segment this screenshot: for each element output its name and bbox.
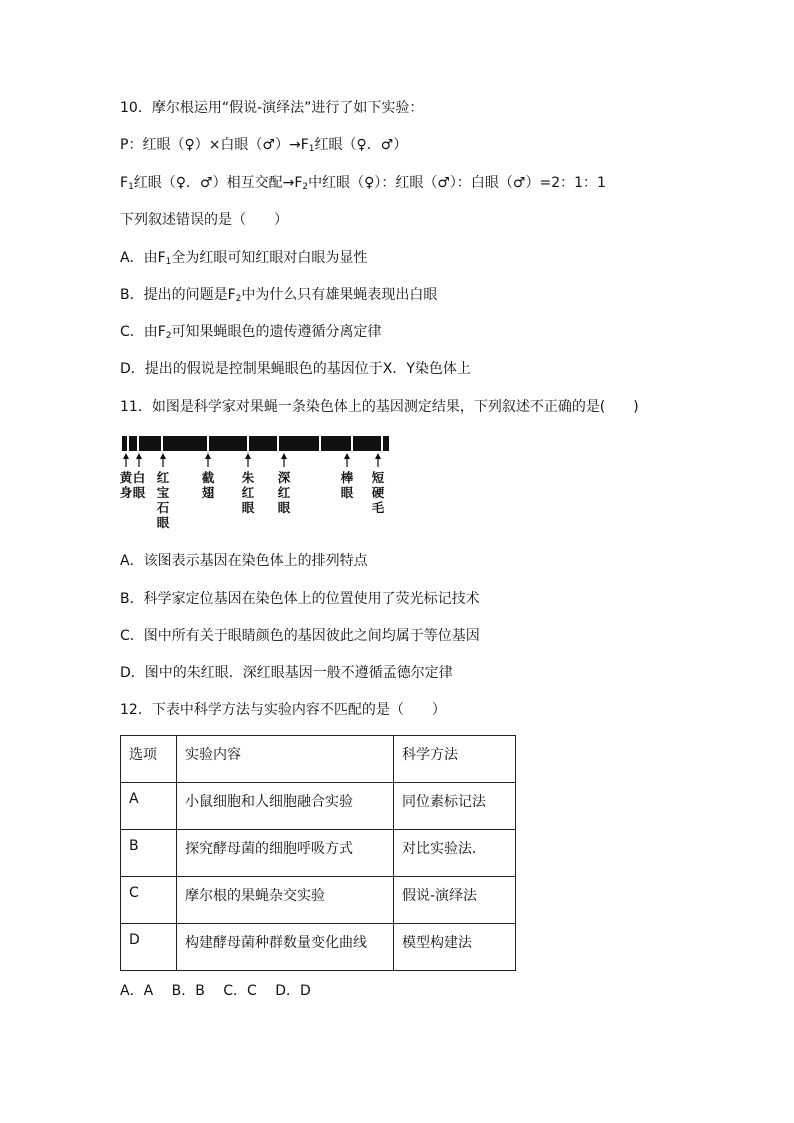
gene-label-char: 翅: [201, 485, 215, 500]
q10-c-text-a: C．由F: [120, 324, 166, 340]
methods-table: [120, 735, 516, 971]
cell-option: C: [121, 877, 177, 924]
q12-stem: 12．下表中科学方法与实验内容不匹配的是（ ）: [120, 702, 446, 718]
cell-content: 摩尔根的果蝇杂交实验: [177, 877, 394, 924]
gene-marker: [278, 453, 291, 515]
gene-arrow-icon: [281, 453, 287, 459]
gene-label-char: 眼: [132, 485, 146, 500]
q10-f-sub: 2: [302, 182, 309, 192]
gene-label-char: 深: [277, 470, 291, 485]
table-header-row: [121, 736, 516, 783]
q10-f-text-b: 中红眼（♀）：红眼（♂）：白眼（♂）=2：1：1: [308, 175, 606, 191]
gene-arrow-icon: [136, 453, 142, 459]
gene-label-char: 截: [201, 470, 215, 485]
q12-answer-choices: A．A B．B C．C D．D: [120, 983, 311, 999]
q10-f-text-a0: F: [120, 175, 129, 191]
gene-label-char: 红: [241, 485, 255, 500]
gene-label-char: 棒: [340, 470, 354, 485]
cell-content: 构建酵母菌种群数量变化曲线: [177, 924, 394, 971]
q10-option-c: [120, 322, 382, 346]
gene-label-char: 白: [132, 470, 146, 485]
q10-f1-cross: [120, 173, 606, 197]
gene-label-char: 身: [119, 485, 133, 500]
cell-option: D: [121, 924, 177, 971]
table-row: [121, 924, 516, 971]
gene-label-char: 红: [156, 470, 170, 485]
gene-marker: [120, 453, 133, 500]
q11-option-d: D．图中的朱红眼．深红眼基因一般不遵循孟德尔定律: [120, 665, 453, 681]
gene-arrow-icon: [344, 453, 350, 459]
cell-option: B: [121, 830, 177, 877]
gene-label-char: 眼: [241, 500, 255, 515]
table-row: [121, 783, 516, 830]
q10-p-text-b: 红眼（♀．♂）: [314, 137, 408, 153]
gene-marker: [157, 453, 170, 530]
cell-method: 对比实验法．: [394, 830, 516, 877]
q10-b-sub: 2: [235, 294, 242, 304]
q10-c-text-b: 可知果蝇眼色的遗传遵循分离定律: [171, 324, 382, 340]
cell-option: A: [121, 783, 177, 830]
cell-content: 探究酵母菌的细胞呼吸方式: [177, 830, 394, 877]
q11-option-a: A．该图表示基因在染色体上的排列特点: [120, 553, 368, 569]
gene-arrow-icon: [160, 453, 166, 459]
q10-f-text-a: 红眼（♀．♂）相互交配→F: [133, 175, 303, 191]
gene-arrow-icon: [123, 453, 129, 459]
gene-marker: [340, 453, 354, 500]
gene-label-char: 短: [371, 470, 385, 485]
table-row: [121, 877, 516, 924]
chromosome-gene-diagram: [118, 432, 418, 542]
q10-p-text-a: P：红眼（♀）×白眼（♂）→F: [120, 137, 309, 153]
q10-b-text-a: B．提出的问题是F: [120, 287, 236, 303]
q10-option-d: D．提出的假说是控制果蝇眼色的基因位于X．Y染色体上: [120, 361, 471, 377]
gene-arrow-icon: [205, 453, 211, 459]
gene-marker: [242, 453, 255, 515]
gene-arrow-icon: [245, 453, 251, 459]
q10-parent-cross: [120, 135, 407, 159]
gene-label-char: 眼: [277, 500, 291, 515]
gene-label-char: 黄: [119, 470, 133, 485]
gene-label-char: 宝: [156, 485, 170, 500]
gene-label-char: 红: [277, 485, 291, 500]
q11-option-b: B．科学家定位基因在染色体上的位置使用了荧光标记技术: [120, 591, 480, 607]
header-option: 选项: [121, 736, 177, 783]
q10-a-text-a: A．由F: [120, 250, 166, 266]
q10-b-text-b: 中为什么只有雄果蝇表现出白眼: [241, 287, 438, 303]
gene-label-char: 朱: [241, 470, 255, 485]
q10-ask: 下列叙述错误的是（ ）: [120, 212, 288, 228]
q10-stem: 10．摩尔根运用“假说-演绎法”进行了如下实验：: [120, 100, 424, 116]
table-row: [121, 830, 516, 877]
q10-a-sub: 1: [165, 257, 172, 267]
gene-label-char: 石: [156, 500, 170, 515]
q11-stem: 11．如图是科学家对果蝇一条染色体上的基因测定结果，下列叙述不正确的是( ): [120, 399, 639, 415]
gene-label-char: 眼: [156, 515, 170, 530]
q10-p-sub: 1: [308, 144, 315, 154]
header-content: 实验内容: [177, 736, 394, 783]
chromosome-bar: [122, 436, 389, 451]
gene-label-char: 硬: [371, 485, 385, 500]
cell-method: 同位素标记法: [394, 783, 516, 830]
gene-marker: [202, 453, 215, 500]
gene-arrow-icon: [375, 453, 381, 459]
gene-marker: [133, 453, 146, 500]
q11-option-c: C．图中所有关于眼睛颜色的基因彼此之间均属于等位基因: [120, 628, 480, 644]
q10-a-text-b: 全为红眼可知红眼对白眼为显性: [171, 250, 368, 266]
q10-option-b: [120, 285, 437, 309]
gene-marker: [372, 453, 385, 515]
cell-method: 假说-演绎法: [394, 877, 516, 924]
q10-c-sub: 2: [165, 331, 172, 341]
q10-option-a: [120, 248, 367, 272]
gene-label-char: 眼: [340, 485, 354, 500]
q10-f-sub0: 1: [128, 182, 134, 192]
cell-method: 模型构建法: [394, 924, 516, 971]
cell-content: 小鼠细胞和人细胞融合实验: [177, 783, 394, 830]
gene-label-char: 毛: [371, 500, 385, 515]
header-method: 科学方法: [394, 736, 516, 783]
